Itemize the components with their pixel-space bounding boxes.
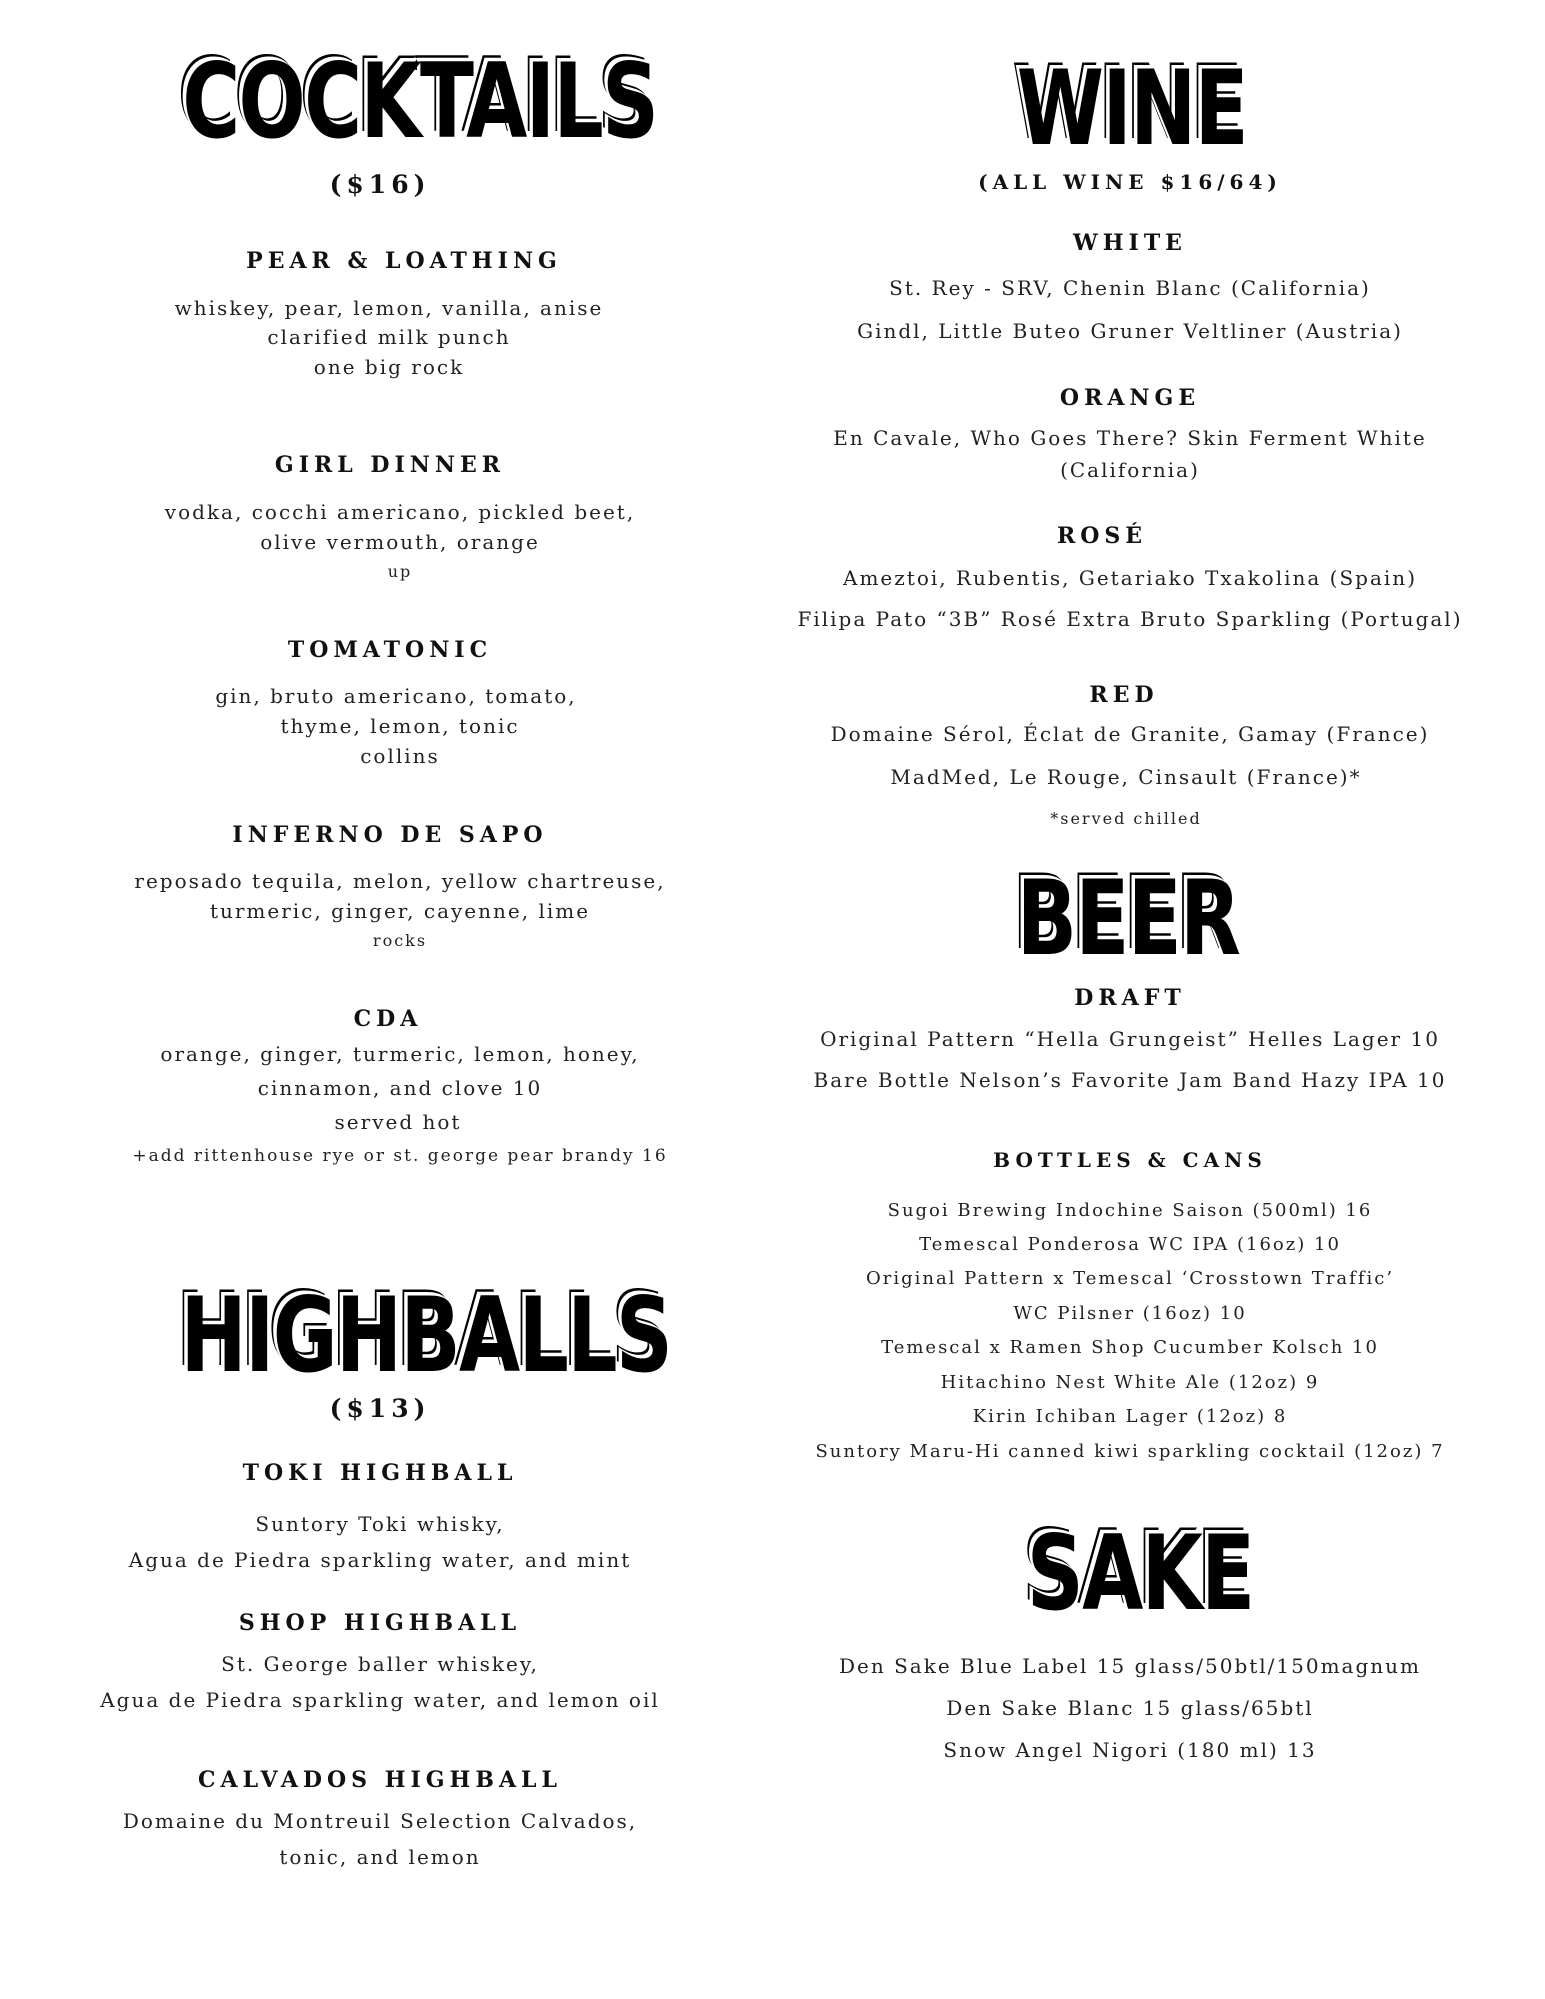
beer-item: Sugoi Brewing Indochine Saison (500ml) 16 bbox=[887, 1200, 1373, 1221]
wine-item: St. Rey - SRV, Chenin Blanc (California) bbox=[889, 276, 1371, 300]
cocktail-desc: cinnamon, and clove 10 bbox=[257, 1076, 543, 1100]
cocktail-name: CDA bbox=[353, 1006, 423, 1032]
wine-section-name: RED bbox=[1089, 682, 1159, 708]
highball-desc: St. George baller whiskey, bbox=[221, 1652, 539, 1676]
wine-item: Gindl, Little Buteo Gruner Veltliner (Austria) bbox=[857, 319, 1403, 343]
cocktail-desc: turmeric, ginger, cayenne, lime bbox=[209, 899, 591, 923]
cocktail-desc: up bbox=[387, 562, 413, 581]
beer-item: Temescal Ponderosa WC IPA (16oz) 10 bbox=[919, 1234, 1341, 1255]
highball-desc: Suntory Toki whisky, bbox=[255, 1512, 505, 1536]
cocktail-desc: vodka, cocchi americano, pickled beet, bbox=[164, 500, 636, 524]
cocktail-desc: orange, ginger, turmeric, lemon, honey, bbox=[160, 1042, 640, 1066]
wine-item: Filipa Pato “3B” Rosé Extra Bruto Sparkling (Portugal) bbox=[797, 607, 1463, 631]
beer-item: Temescal x Ramen Shop Cucumber Kolsch 10 bbox=[881, 1337, 1379, 1358]
wine-price: (ALL WINE $16/64) bbox=[978, 170, 1282, 194]
wine-item: (California) bbox=[1060, 458, 1200, 482]
highball-desc: tonic, and lemon bbox=[279, 1845, 481, 1869]
cocktail-desc: collins bbox=[360, 744, 440, 768]
wine-item: MadMed, Le Rouge, Cinsault (France)* bbox=[890, 765, 1362, 789]
beer-item: Suntory Maru-Hi canned kiwi sparkling cocktail (12oz) 7 bbox=[815, 1441, 1445, 1462]
highball-name: CALVADOS HIGHBALL bbox=[198, 1767, 562, 1793]
highballs-title: HIGHBALLS bbox=[180, 1275, 672, 1396]
wine-note: *served chilled bbox=[1050, 809, 1202, 828]
cocktail-desc: olive vermouth, orange bbox=[260, 530, 540, 554]
wine-item: En Cavale, Who Goes There? Skin Ferment White bbox=[833, 426, 1427, 450]
beer-title: BEER bbox=[1016, 858, 1240, 979]
wine-item: Ameztoi, Rubentis, Getariako Txakolina (Spain) bbox=[843, 566, 1417, 590]
beer-item: Original Pattern x Temescal ‘Crosstown Traffic’ bbox=[865, 1268, 1395, 1289]
sake-title: SAKE bbox=[1026, 1513, 1254, 1634]
beer-section-name: BOTTLES & CANS bbox=[993, 1148, 1267, 1172]
beer-item: Kirin Ichiban Lager (12oz) 8 bbox=[972, 1406, 1288, 1427]
cocktail-name: PEAR & LOATHING bbox=[246, 248, 562, 274]
highball-name: SHOP HIGHBALL bbox=[238, 1610, 522, 1636]
sake-item: Den Sake Blue Label 15 glass/50btl/150magnum bbox=[838, 1654, 1422, 1678]
highball-desc: Agua de Piedra sparkling water, and mint bbox=[128, 1548, 632, 1572]
highballs-price: ($13) bbox=[329, 1394, 431, 1423]
cocktail-desc: whiskey, pear, lemon, vanilla, anise bbox=[174, 296, 604, 320]
beer-item: WC Pilsner (16oz) 10 bbox=[1013, 1303, 1247, 1324]
wine-section-name: ROSÉ bbox=[1056, 523, 1148, 549]
cocktail-desc: clarified milk punch bbox=[267, 325, 511, 349]
cocktail-name: GIRL DINNER bbox=[274, 452, 506, 478]
cocktail-desc: gin, bruto americano, tomato, bbox=[215, 684, 577, 708]
wine-section-name: ORANGE bbox=[1059, 385, 1201, 411]
wine-title: WINE bbox=[1016, 48, 1247, 169]
cocktail-desc: thyme, lemon, tonic bbox=[280, 714, 520, 738]
cocktail-name: INFERNO DE SAPO bbox=[232, 822, 548, 848]
wine-item: Domaine Sérol, Éclat de Granite, Gamay (France) bbox=[830, 722, 1430, 746]
cocktail-note: +add rittenhouse rye or st. george pear brandy 16 bbox=[132, 1146, 668, 1166]
beer-item: Original Pattern “Hella Grungeist” Helles Lager 10 bbox=[820, 1027, 1440, 1051]
beer-item: Hitachino Nest White Ale (12oz) 9 bbox=[940, 1372, 1320, 1393]
cocktail-name: TOMATONIC bbox=[287, 637, 493, 663]
highball-desc: Agua de Piedra sparkling water, and lemon oil bbox=[100, 1688, 660, 1712]
cocktails-title: COCKTAILS bbox=[182, 41, 658, 162]
wine-section-name: WHITE bbox=[1073, 230, 1187, 256]
cocktail-desc: reposado tequila, melon, yellow chartreuse, bbox=[134, 869, 666, 893]
cocktail-desc: served hot bbox=[334, 1110, 462, 1134]
cocktail-desc: one big rock bbox=[313, 355, 465, 379]
highball-name: TOKI HIGHBALL bbox=[242, 1460, 518, 1486]
highball-desc: Domaine du Montreuil Selection Calvados, bbox=[122, 1809, 638, 1833]
cocktails-price: ($16) bbox=[329, 170, 431, 199]
cocktail-desc: rocks bbox=[372, 931, 428, 950]
sake-item: Den Sake Blanc 15 glass/65btl bbox=[946, 1696, 1314, 1720]
beer-section-name: DRAFT bbox=[1074, 985, 1186, 1011]
beer-item: Bare Bottle Nelson’s Favorite Jam Band Hazy IPA 10 bbox=[813, 1068, 1447, 1092]
sake-item: Snow Angel Nigori (180 ml) 13 bbox=[943, 1738, 1317, 1762]
